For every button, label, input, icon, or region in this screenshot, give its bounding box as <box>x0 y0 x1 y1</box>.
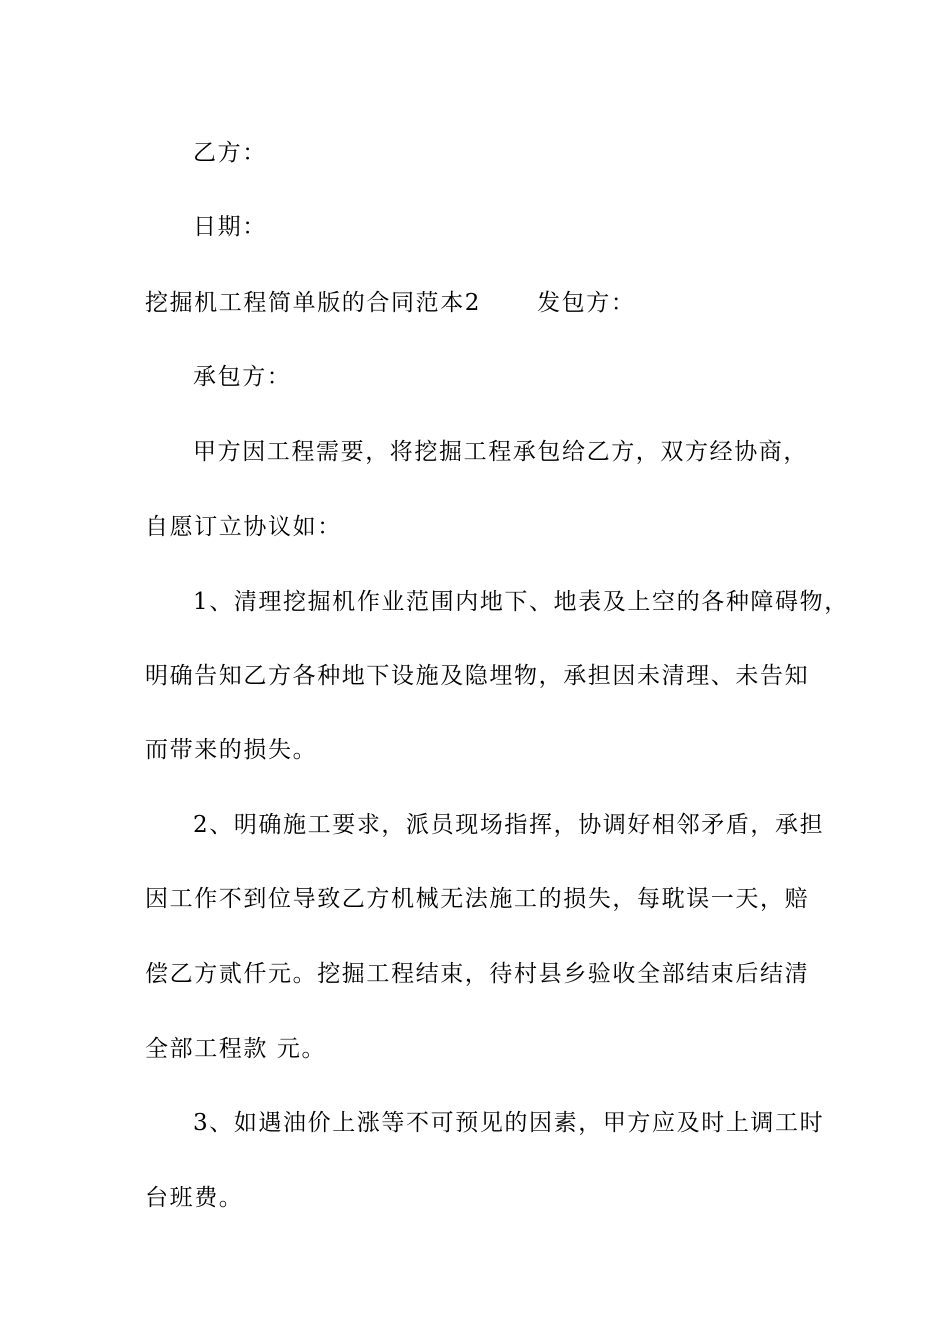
clause-2-line: 2、明确施工要求，派员现场指挥，协调好相邻矛盾，承担 <box>193 812 825 838</box>
contract-title: 挖掘机工程简单版的合同范本2 <box>145 290 482 316</box>
paragraph-line: 甲方因工程需要，将挖掘工程承包给乙方，双方经协商， <box>193 439 808 465</box>
clause-1-line: 明确告知乙方各种地下设施及隐埋物，承担因未清理、未告知 <box>145 663 810 689</box>
contract-title-line <box>145 288 825 318</box>
clause-3-line: 台班费。 <box>145 1185 244 1211</box>
date-label: 日期： <box>193 214 267 240</box>
contractor-label: 承包方： <box>193 364 292 390</box>
party-b-label: 乙方： <box>193 140 267 166</box>
paragraph-line: 自愿订立协议如： <box>145 514 342 540</box>
clause-3-line: 3、如遇油价上涨等不可预见的因素，甲方应及时上调工时 <box>193 1110 825 1136</box>
clause-2-line: 因工作不到位导致乙方机械无法施工的损失，每耽误一天，赔 <box>145 886 810 912</box>
clause-1-line: 1、清理挖掘机作业范围内地下、地表及上空的各种障碍物， <box>193 589 849 615</box>
employer-label: 发包方： <box>537 290 636 316</box>
clause-1-line: 而带来的损失。 <box>145 737 318 763</box>
clause-2-line: 偿乙方贰仟元。挖掘工程结束，待村县乡验收全部结束后结清 <box>145 961 810 987</box>
clause-2-line: 全部工程款 元。 <box>145 1036 327 1062</box>
